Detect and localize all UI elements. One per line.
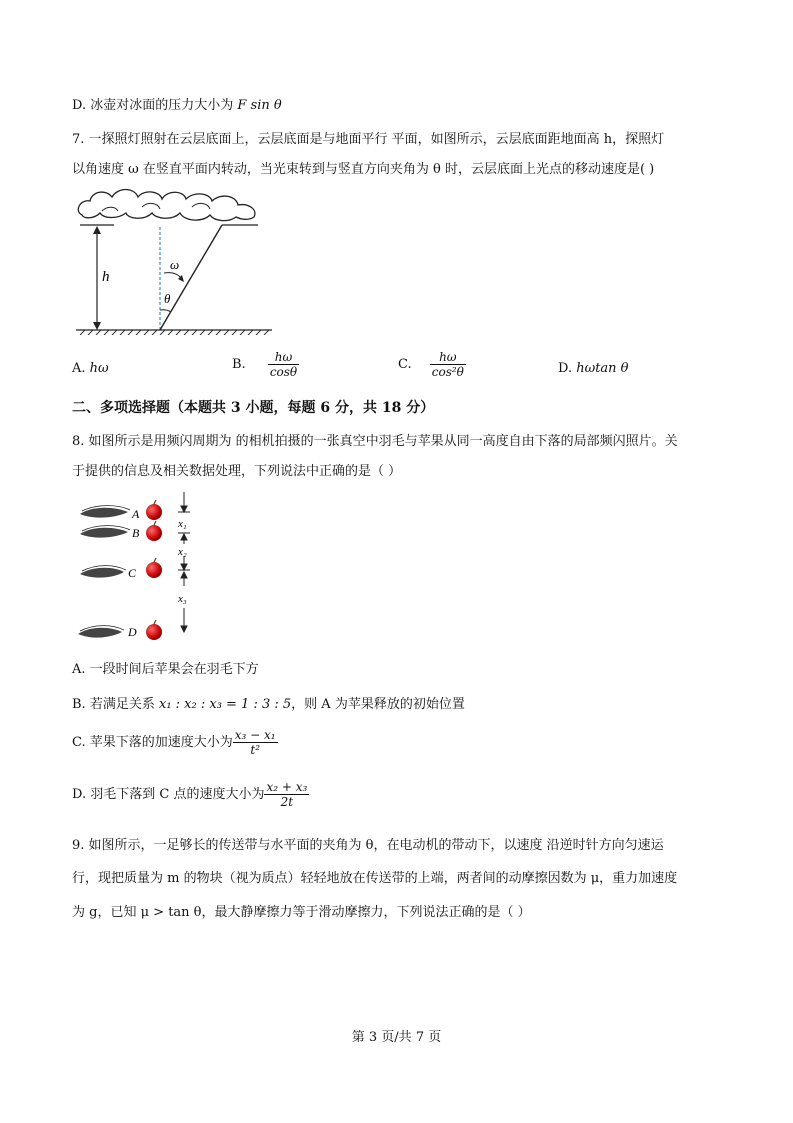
- label-d: D: [128, 625, 137, 639]
- apple-b: [146, 525, 162, 541]
- q7-option-d: D. hωtan θ: [558, 361, 629, 376]
- q8-option-c: C. 苹果下落的加速度大小为 $\frac{\text{x₃ − x₁}}{\text{t²}}$: [72, 728, 276, 757]
- q8-option-d: D. 羽毛下落到 C 点的速度大小为 $\frac{\text{x₂ + x₃}}{2t}$: [72, 780, 308, 809]
- q8-stem-line2: 于提供的信息及相关数据处理，下列说法中正确的是（ ）: [72, 464, 402, 479]
- cloud-detail: [102, 203, 210, 211]
- q9-line1: 9. 如图所示，一足够长的传送带与水平面的夹角为 θ，在电动机的带动下，以速度 沿逆时针方向匀速运: [72, 838, 664, 853]
- q8-option-b: B. 若满足关系 x₁ : x₂ : x₃ = 1 : 3 : 5，则 A 为苹果释放的初始位置: [72, 697, 465, 712]
- theta-arc: [160, 310, 171, 312]
- row-a: [80, 500, 162, 521]
- height-arrow-head-bottom: [93, 322, 101, 330]
- q9-line3: 为 g，已知 μ > tan θ，最大静摩擦力等于滑动摩擦力，下列说法正确的是（ ）: [72, 905, 531, 920]
- q9-line2: 行，现把质量为 m 的物块（视为质点）轻轻地放在传送带的上端，两者间的动摩擦因数为 μ，重力加速度: [72, 871, 678, 886]
- light-beam: [160, 225, 222, 330]
- q8-stroboscopic-figure: [74, 490, 204, 645]
- section-2-title: 二、多项选择题（本题共 3 小题，每题 6 分，共 18 分）: [72, 400, 435, 416]
- h-label: h: [102, 269, 110, 285]
- q7-option-b: B. $\frac{h\omega}{\cos\theta}$: [232, 350, 298, 379]
- q7-option-b-fraction: $\frac{h\omega}{\cos\theta}$: [269, 350, 298, 379]
- x1-label: x₁: [178, 518, 187, 530]
- apple-a: [146, 504, 162, 520]
- q7-option-a: A. hω: [72, 361, 109, 376]
- theta-label: θ: [164, 291, 171, 306]
- label-b: B: [132, 526, 140, 540]
- x3-label: x₃: [178, 593, 187, 605]
- cloud-shape: [78, 190, 255, 221]
- row-c: [80, 558, 162, 580]
- interval-markers: [178, 492, 190, 632]
- ground-hatching: [80, 330, 269, 335]
- q7-stem-line2: 以角速度 ω 在竖直平面内转动，当光束转到与竖直方向夹角为 θ 时，云层底面上光点的移动速度是( ): [72, 162, 655, 177]
- q7-option-c: C. $\frac{h\omega}{\text{cos²θ}}$: [398, 350, 464, 379]
- row-b: [80, 521, 162, 541]
- apple-d: [146, 624, 162, 640]
- label-c: C: [128, 566, 137, 580]
- q8-option-d-fraction: $\frac{\text{x₂ + x₃}}{2t}$: [266, 780, 308, 809]
- q8-stem-line1: 8. 如图所示是用频闪周期为 的相机拍摄的一张真空中羽毛与苹果从同一高度自由下落的局部频闪照片。关: [72, 434, 678, 449]
- label-a: A: [132, 507, 140, 521]
- q6-option-d: D. 冰壶对冰面的压力大小为 F sin θ: [72, 98, 282, 113]
- apple-c: [146, 562, 162, 578]
- q7-stem-line1: 7. 一探照灯照射在云层底面上，云层底面是与地面平行 平面，如图所示，云层底面距地面高 h，探照灯: [72, 132, 665, 147]
- q7-searchlight-figure: [72, 185, 277, 335]
- page-footer: 第 3 页/共 7 页: [351, 1030, 442, 1045]
- height-arrow-head-top: [93, 226, 101, 234]
- omega-label: ω: [170, 257, 180, 272]
- q7-option-c-fraction: $\frac{h\omega}{\text{cos²θ}}$: [431, 350, 464, 379]
- q8-option-a: A. 一段时间后苹果会在羽毛下方: [72, 662, 259, 677]
- row-d: [78, 620, 162, 640]
- q8-option-c-fraction: $\frac{\text{x₃ − x₁}}{\text{t²}}$: [234, 728, 276, 757]
- x2-label: x₂: [178, 546, 187, 558]
